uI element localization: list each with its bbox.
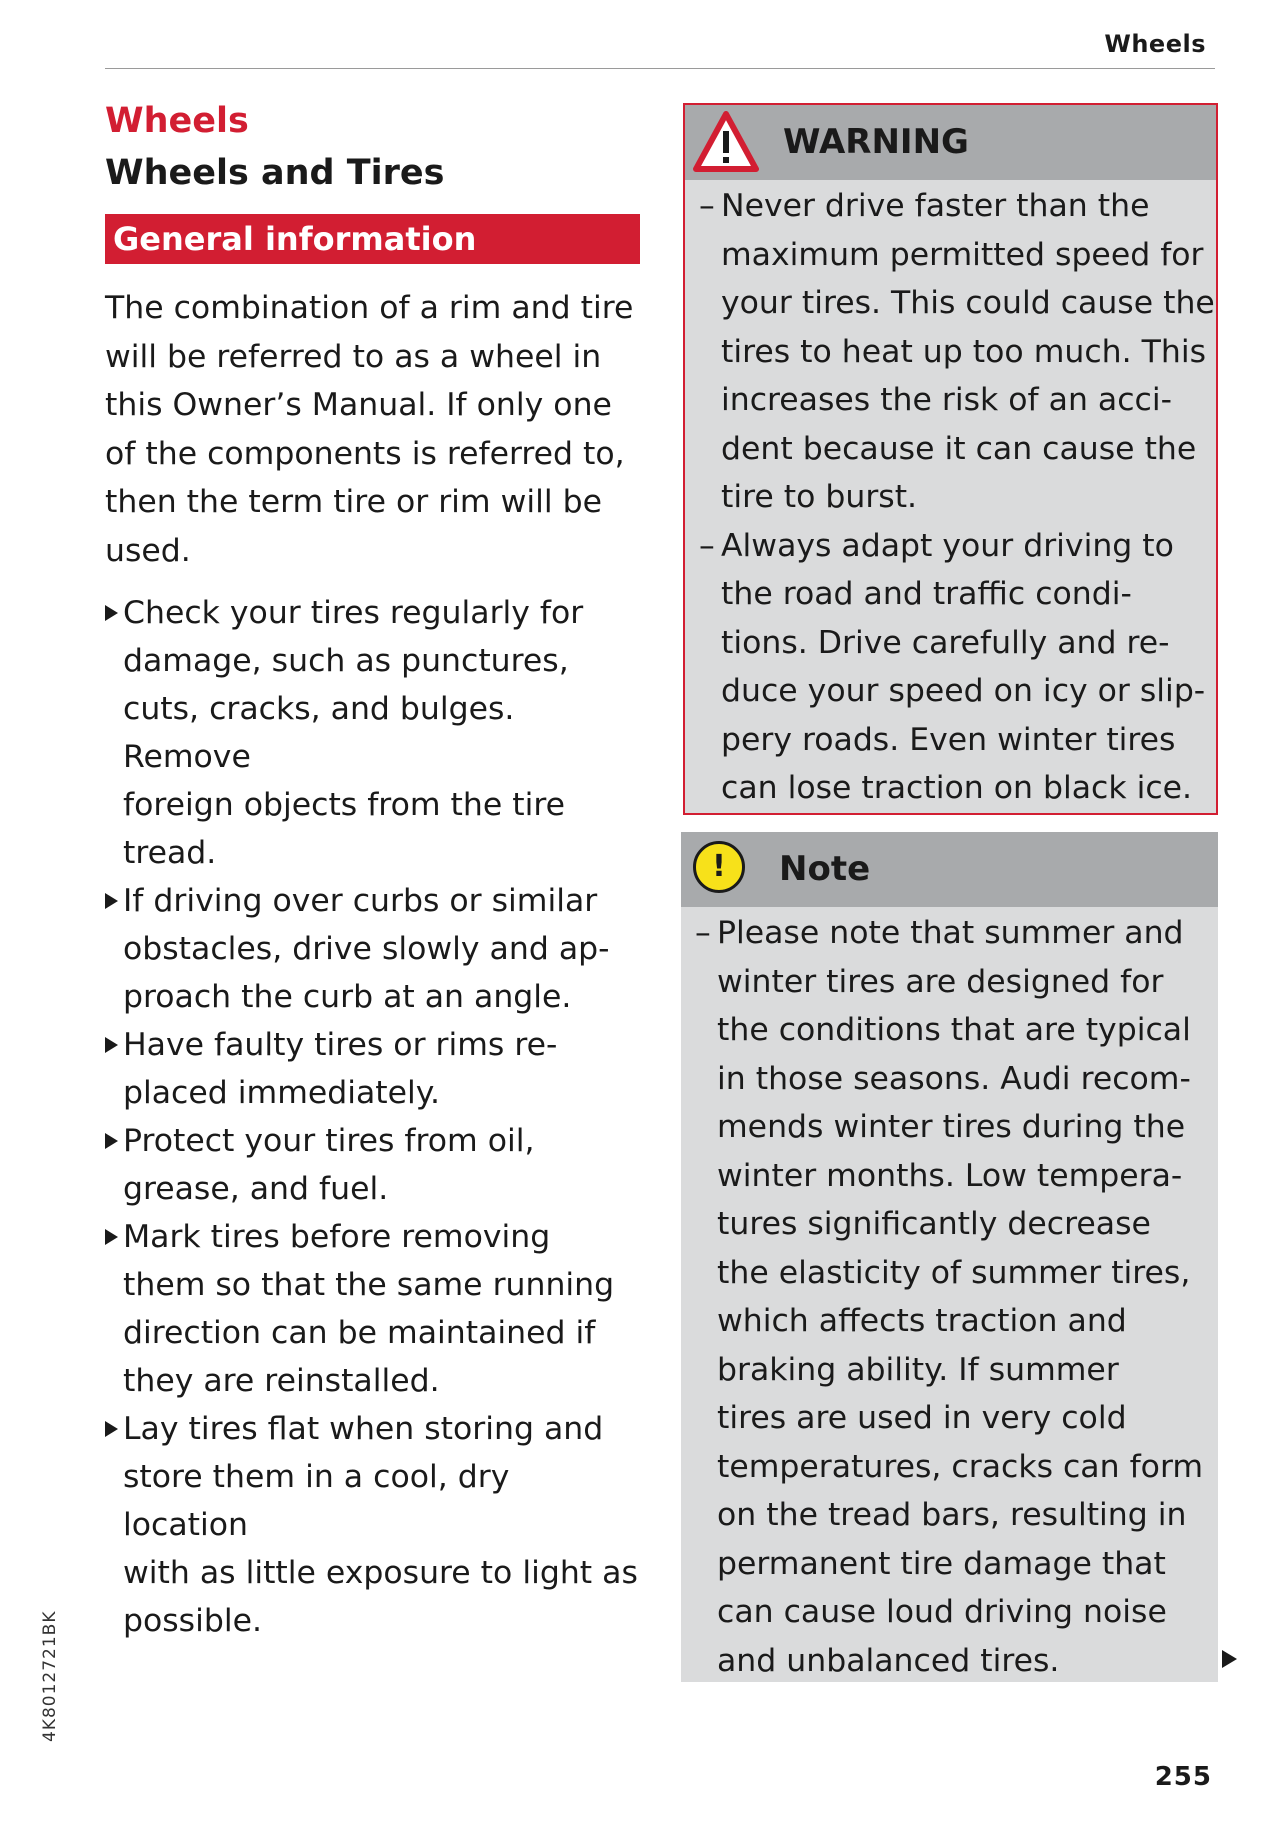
text-line: dent because it can cause the	[721, 430, 1197, 467]
list-item	[699, 182, 1216, 522]
warning-triangle-icon	[693, 111, 759, 173]
text-line: Check your tires regularly for	[123, 595, 584, 631]
text-line: permanent tire damage that	[717, 1545, 1166, 1582]
list-item	[105, 1213, 640, 1405]
bullet-triangle-icon	[105, 1037, 118, 1053]
text-line: tire to burst.	[721, 479, 918, 515]
text-line: pery roads. Even winter tires	[721, 721, 1176, 758]
text-line: and unbalanced tires.	[717, 1642, 1060, 1679]
list-item	[695, 909, 1218, 1685]
list-item	[105, 877, 640, 1021]
text-line: winter months. Low tempera-	[717, 1157, 1183, 1194]
chapter-title: Wheels	[105, 101, 249, 141]
text-line: proach the curb at an angle.	[123, 979, 572, 1015]
text-line: braking ability. If summer	[717, 1351, 1119, 1388]
text-line: Protect your tires from oil,	[123, 1123, 535, 1159]
bullet-triangle-icon	[105, 605, 118, 621]
text-line: the elasticity of summer tires,	[717, 1254, 1191, 1291]
list-item	[105, 589, 640, 877]
list-item	[105, 1117, 640, 1213]
text-line: mends winter tires during the	[717, 1109, 1186, 1145]
text-line: maximum permitted speed for	[721, 236, 1204, 273]
text-line: which affects traction and	[717, 1303, 1127, 1339]
section-title: Wheels and Tires	[105, 153, 445, 193]
text-line: on the tread bars, resulting in	[717, 1497, 1187, 1533]
note-box	[681, 832, 1218, 1682]
text-line: store them in a cool, dry location	[123, 1459, 510, 1543]
text-line: your tires. This could cause the	[721, 285, 1215, 321]
text-line: will be referred to as a wheel in	[105, 338, 602, 375]
list-item	[699, 522, 1216, 813]
text-line: placed immediately.	[123, 1075, 440, 1111]
text-line: Always adapt your driving to	[721, 527, 1174, 564]
text-line: tures significantly decrease	[717, 1206, 1151, 1242]
instruction-list	[105, 589, 640, 1645]
text-line: temperatures, cracks can form	[717, 1448, 1204, 1485]
bullet-triangle-icon	[105, 893, 118, 909]
text-line: If driving over curbs or similar	[123, 883, 598, 919]
text-line: tires to heat up too much. This	[721, 333, 1207, 370]
text-line: tread.	[123, 835, 217, 871]
exclamation-circle-icon: !	[693, 841, 745, 893]
text-line: foreign objects from the tire	[123, 787, 565, 823]
dash-marker: –	[699, 188, 715, 224]
warning-header	[685, 105, 1216, 180]
text-line: direction can be maintained if	[123, 1315, 596, 1351]
note-title: Note	[779, 849, 871, 889]
subsection-bar: General information	[105, 214, 640, 264]
warning-list	[685, 182, 1216, 813]
text-line: them so that the same running	[123, 1267, 615, 1303]
text-line: used.	[105, 532, 191, 569]
text-line: winter tires are designed for	[717, 963, 1164, 1000]
text-line: they are reinstalled.	[123, 1363, 440, 1399]
text-line: the road and traffic condi-	[721, 576, 1132, 612]
text-line: increases the risk of an acci-	[721, 382, 1172, 418]
text-line: Have faulty tires or rims re-	[123, 1027, 558, 1063]
text-line: Please note that summer and	[717, 915, 1184, 951]
text-line: then the term tire or rim will be	[105, 484, 603, 520]
left-column	[105, 98, 640, 1645]
warning-title: WARNING	[783, 122, 969, 162]
text-line: Never drive faster than the	[721, 188, 1150, 224]
dash-marker: –	[699, 527, 715, 564]
text-line: tions. Drive carefully and re-	[721, 624, 1170, 661]
text-line: damage, such as punctures,	[123, 643, 569, 679]
text-line: Lay tires flat when storing and	[123, 1411, 604, 1447]
dash-marker: –	[695, 915, 711, 951]
page-number: 255	[1154, 1762, 1212, 1792]
text-line: this Owner’s Manual. If only one	[105, 387, 612, 423]
text-line: with as little exposure to light as	[123, 1555, 638, 1591]
continue-arrow-icon	[1222, 1650, 1237, 1668]
text-line: in those seasons. Audi recom-	[717, 1060, 1191, 1097]
text-line: possible.	[123, 1603, 262, 1639]
text-line: obstacles, drive slowly and ap-	[123, 931, 610, 967]
header-divider	[105, 68, 1215, 69]
text-line: can lose traction on black ice.	[721, 770, 1193, 806]
text-line: grease, and fuel.	[123, 1171, 389, 1207]
list-item	[105, 1021, 640, 1117]
list-item	[105, 1405, 640, 1645]
bullet-triangle-icon	[105, 1421, 118, 1437]
intro-paragraph	[105, 284, 640, 575]
note-header	[681, 832, 1218, 907]
text-line: of the components is referred to,	[105, 435, 625, 472]
bullet-triangle-icon	[105, 1133, 118, 1149]
bullet-triangle-icon	[105, 1229, 118, 1245]
running-header: Wheels	[1104, 30, 1206, 58]
note-list	[681, 909, 1218, 1685]
text-line: tires are used in very cold	[717, 1400, 1127, 1436]
text-line: can cause loud driving noise	[717, 1594, 1167, 1630]
text-line: duce your speed on icy or slip-	[721, 673, 1206, 709]
text-line: the conditions that are typical	[717, 1012, 1191, 1048]
document-code: 4K8012721BK	[40, 1610, 60, 1742]
warning-box	[683, 103, 1218, 815]
text-line: Mark tires before removing	[123, 1219, 551, 1255]
text-line: cuts, cracks, and bulges. Remove	[123, 691, 515, 775]
text-line: The combination of a rim and tire	[105, 290, 634, 326]
